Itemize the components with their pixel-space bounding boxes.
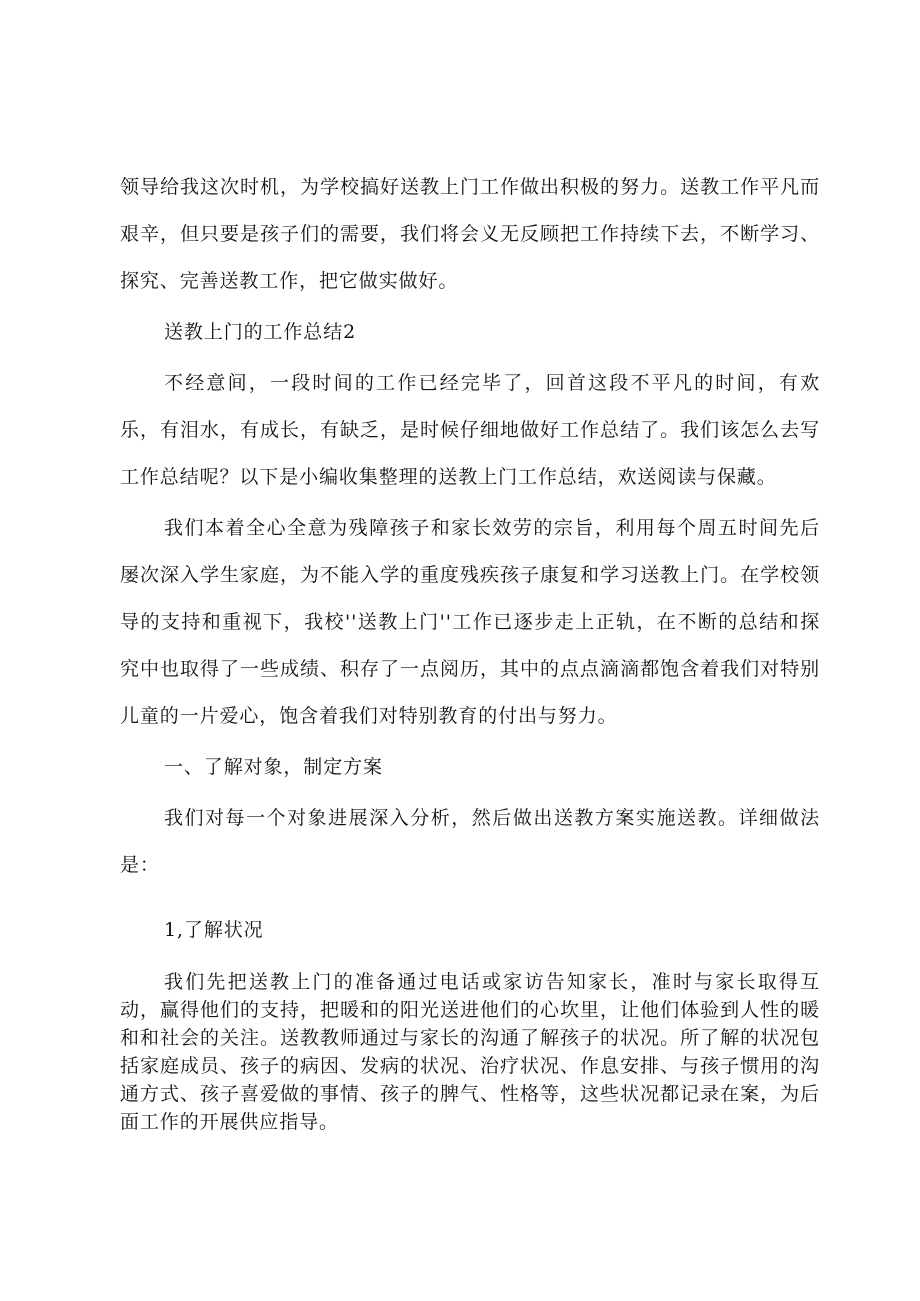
paragraph-intro: 不经意间，一段时间的工作已经完毕了，回首这段不平凡的时间，有欢乐，有泪水，有成长，有缺乏，是时候仔细地做好工作总结了。我们该怎么去写工作总结呢？以下是小编收集整理的送教上门工作总结，欢送阅读与保藏。	[120, 372, 820, 488]
paragraph-analysis: 我们对每一个对象进展深入分析，然后做出送教方案实施送教。详细做法是：	[120, 807, 820, 876]
section-title: 送教上门的工作总结2	[164, 321, 357, 343]
heading-understand-target: 一、了解对象，制定方案	[164, 756, 383, 778]
paragraph-purpose: 我们本着全心全意为残障孩子和家长效劳的宗旨，利用每个周五时间先后屡次深入学生家庭，为不能入学的重度残疾孩子康复和学习送教上门。在学校领导的支持和重视下，我校''送教上门''工作已逐步走上正轨，在不断的总结和探究中也取得了一些成绩、积存了一点阅历，其中的点点滴滴都饱含着我们对特别儿童的一片爱心，饱含着我们对特别教育的付出与努力。	[120, 517, 820, 727]
subheading-understand-situation: 1,了解状况	[164, 919, 264, 941]
paragraph-closing: 领导给我这次时机，为学校搞好送教上门工作做出积极的努力。送教工作平凡而艰辛，但只要是孩子们的需要，我们将会义无反顾把工作持续下去，不断学习、探究、完善送教工作，把它做实做好。	[120, 176, 820, 292]
paragraph-situation-details: 我们先把送教上门的准备通过电话或家访告知家长，准时与家长取得互动，赢得他们的支持，把暖和的阳光送进他们的心坎里，让他们体验到人性的暖和和社会的关注。送教教师通过与家长的沟通了解孩子的状况。所了解的状况包括家庭成员、孩子的病因、发病的状况、治疗状况、作息安排、与孩子惯用的沟通方式、孩子喜爱做的事情、孩子的脾气、性格等，这些状况都记录在案，为后面工作的开展供应指导。	[120, 971, 820, 1133]
